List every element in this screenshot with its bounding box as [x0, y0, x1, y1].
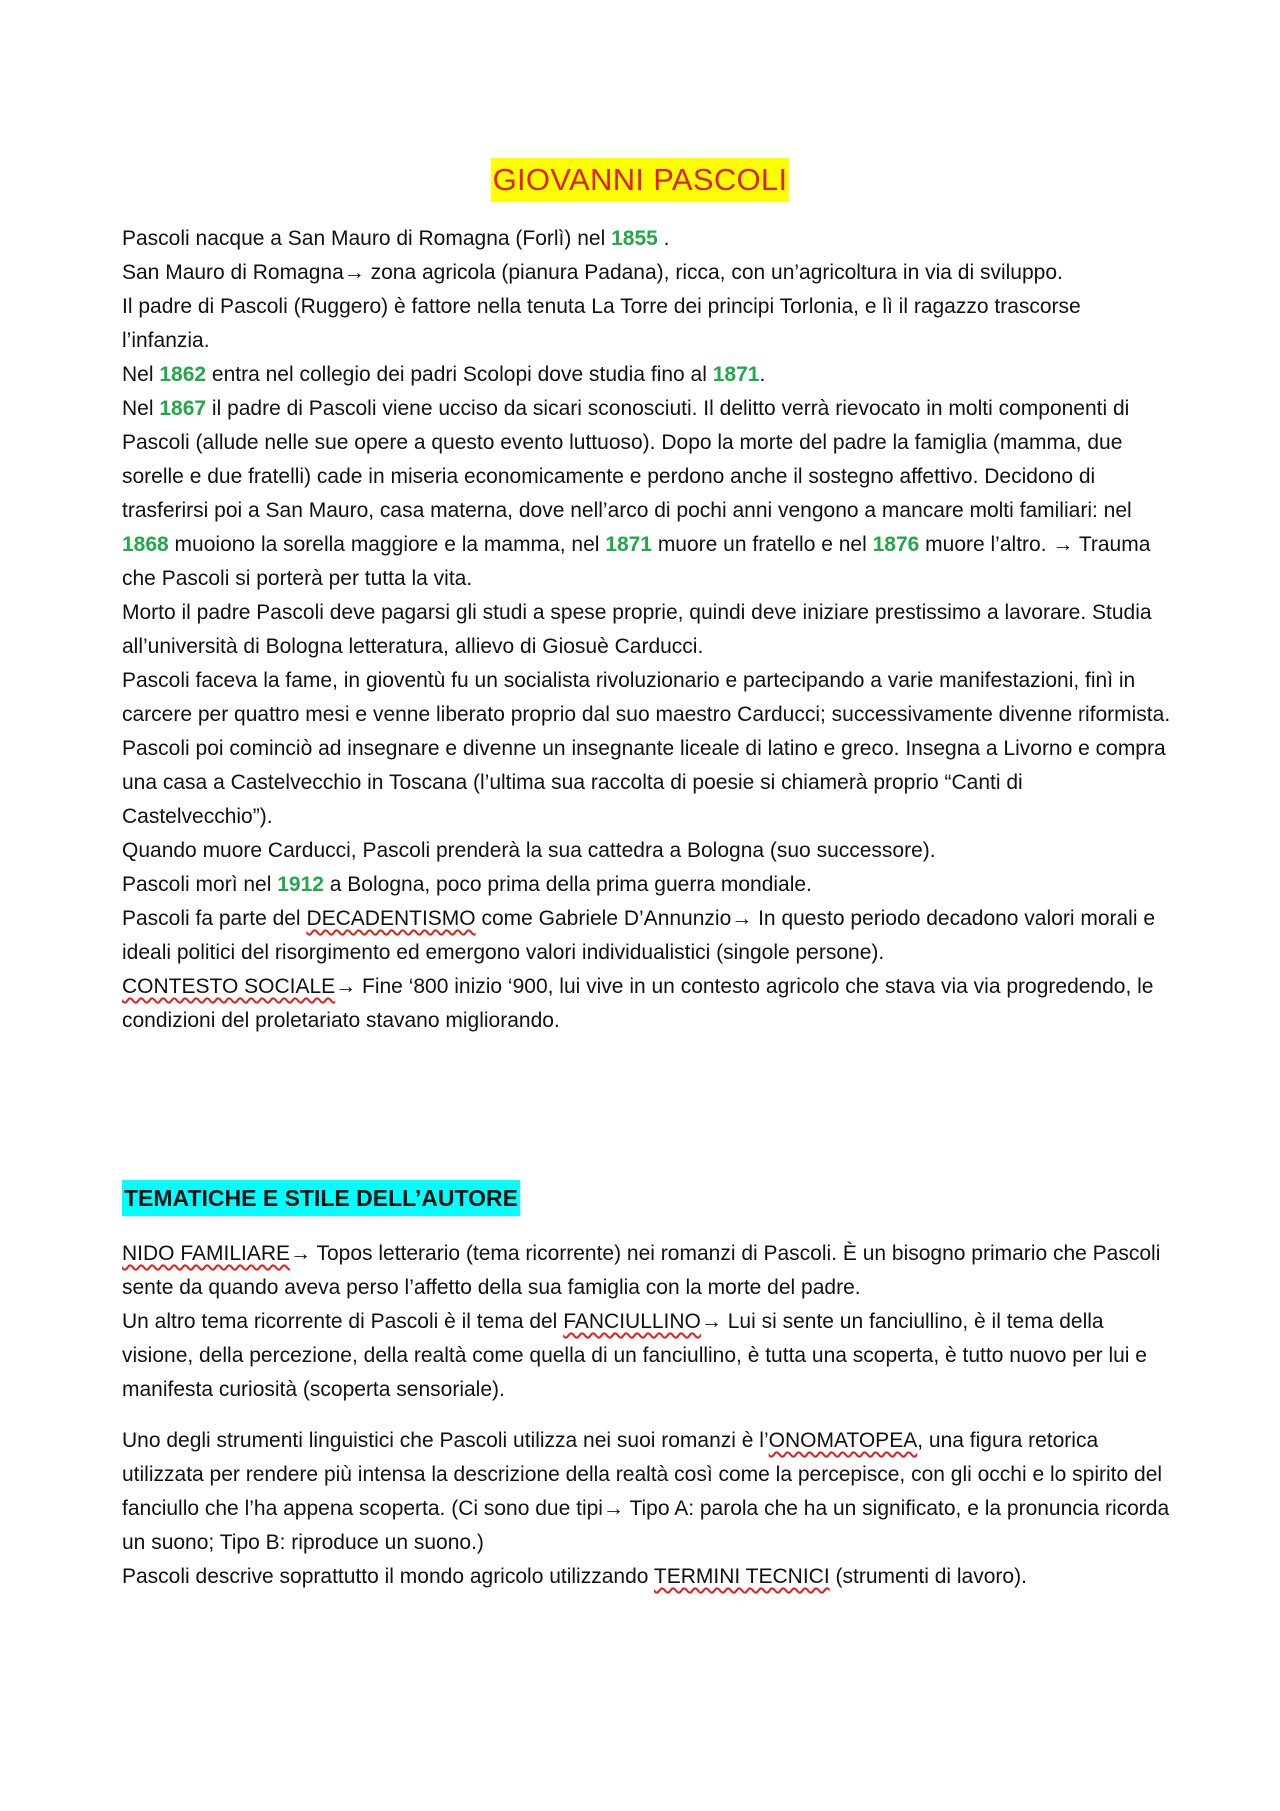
paragraph [122, 1237, 1172, 1305]
paragraph [122, 970, 1172, 1038]
biography-section [122, 222, 1172, 1038]
text: (strumenti di lavoro). [829, 1565, 1027, 1588]
year: 1876 [872, 533, 920, 556]
text: Lui si sente un fanciullino, è il tema della visione, della percezione, della realtà come quella di un fanciullino, è tutta una scoperta, è tutto nuovo per lui e manifesta curiosità (scoperta sensoriale). [122, 1310, 1147, 1401]
paragraph: Quando muore Carducci, Pascoli prenderà la sua cattedra a Bologna (suo successore). [122, 839, 936, 862]
arrow-icon: → [343, 261, 365, 284]
paragraph [122, 1305, 1172, 1407]
text: Pascoli morì nel [122, 873, 278, 896]
key-term: TERMINI TECNICI [653, 1565, 830, 1588]
paragraph [122, 358, 1172, 392]
year: 1912 [277, 873, 324, 896]
text: , una figura retorica utilizzata per rendere più intensa la descrizione della realtà così come la percepisce, con gli occhi e lo spirito del fanciullo che l’ha appena scoperta. (Ci sono due tipi [122, 1429, 1163, 1520]
paragraph: Il padre di Pascoli (Ruggero) è fattore nella tenuta La Torre dei principi Torlonia, e lì il ragazzo trascorse l’infanzia. [122, 295, 1081, 352]
text: Topos letterario (tema ricorrente) nei romanzi di Pascoli. È un bisogno primario che Pascoli sente da quando aveva perso l’affetto della sua famiglia con la morte del padre. [122, 1242, 1161, 1299]
key-term: CONTESTO SOCIALE [122, 975, 336, 998]
text: In questo periodo decadono valori morali e ideali politici del risorgimento ed emergono valori individualistici (singole persone). [122, 907, 1156, 964]
title-container [0, 158, 1280, 202]
year: 1862 [159, 363, 207, 386]
arrow-icon: → [731, 907, 753, 930]
text: il padre di Pascoli viene ucciso da sicari sconosciuti. Il delitto verrà rievocato in molti componenti di Pascoli (allude nelle sue opere a questo evento luttuoso). Dopo la morte del padre la famiglia (mamma, due sorelle e due fratelli) cade in miseria economicamente e perdono anche il sostegno affettivo. Decidono di trasferirsi poi a San Mauro, casa materna, dove nell’arco di pochi anni vengono a mancare molti familiari: nel [122, 397, 1132, 522]
paragraph: Pascoli faceva la fame, in gioventù fu un socialista rivoluzionario e partecipando a varie manifestazioni, finì in carcere per quattro mesi e venne liberato proprio dal suo maestro Carducci; successivamente divenne riformista. [122, 669, 1171, 726]
text: Tipo A: parola che ha un significato, e la pronuncia ricorda un suono; Tipo B: riproduce un suono.) [122, 1497, 1170, 1554]
text: zona agricola (pianura Padana), ricca, con un’agricoltura in via di sviluppo. [364, 261, 1063, 284]
paragraph [122, 1560, 1172, 1594]
text: muore un fratello e nel [651, 533, 873, 556]
text: Pascoli descrive soprattutto il mondo agricolo utilizzando [122, 1565, 654, 1588]
text: Trauma che Pascoli si porterà per tutta la vita. [122, 533, 1151, 590]
paragraph: Pascoli poi cominciò ad insegnare e divenne un insegnante liceale di latino e greco. Insegna a Livorno e compra una casa a Castelvecchio in Toscana (l’ultima sua raccolta di poesie si chiamerà proprio “Canti di Castelvecchio”). [122, 737, 1166, 828]
text: entra nel collegio dei padri Scolopi dove studia fino al [206, 363, 713, 386]
key-term: FANCIULLINO [563, 1310, 701, 1333]
arrow-icon: → [1052, 533, 1074, 556]
year: 1867 [159, 397, 207, 420]
themes-section [122, 1237, 1172, 1407]
arrow-icon: → [700, 1310, 722, 1333]
text: muoiono la sorella maggiore e la mamma, nel [168, 533, 606, 556]
text: Nel [122, 363, 160, 386]
text: . [759, 363, 766, 386]
page-title: GIOVANNI PASCOLI [491, 158, 790, 202]
year: 1868 [122, 533, 169, 556]
text: . [657, 227, 670, 250]
arrow-icon: → [602, 1497, 624, 1520]
text: come Gabriele D’Annunzio [475, 907, 732, 930]
text: San Mauro di Romagna [122, 261, 344, 284]
paragraph [122, 902, 1172, 970]
section-heading: TEMATICHE E STILE DELL’AUTORE [122, 1180, 520, 1216]
text: Un altro tema ricorrente di Pascoli è il tema del [122, 1310, 564, 1333]
paragraph [122, 868, 1172, 902]
text: muore l’altro. [919, 533, 1053, 556]
paragraph: Morto il padre Pascoli deve pagarsi gli studi a spese proprie, quindi deve iniziare prestissimo a lavorare. Studia all’università di Bologna letteratura, allievo di Giosuè Carducci. [122, 601, 1152, 658]
key-term: NIDO FAMILIARE [122, 1242, 291, 1265]
arrow-icon: → [335, 975, 357, 998]
section-heading-container [122, 1180, 520, 1216]
paragraph [122, 256, 1172, 290]
paragraph [122, 392, 1172, 596]
year: 1871 [605, 533, 652, 556]
text: Nel [122, 397, 160, 420]
year: 1855 [611, 227, 658, 250]
text: Uno degli strumenti linguistici che Pascoli utilizza nei suoi romanzi è l’ [122, 1429, 769, 1452]
text: a Bologna, poco prima della prima guerra mondiale. [323, 873, 812, 896]
key-term: DECADENTISMO [306, 907, 476, 930]
text: Fine ‘800 inizio ‘900, lui vive in un contesto agricolo che stava via via progredendo, le condizioni del proletariato stavano migliorando. [122, 975, 1154, 1032]
text: Pascoli nacque a San Mauro di Romagna (Forlì) nel [122, 227, 612, 250]
style-section [122, 1424, 1172, 1594]
arrow-icon: → [290, 1242, 312, 1265]
year: 1871 [712, 363, 760, 386]
paragraph [122, 222, 1172, 256]
paragraph [122, 1424, 1172, 1560]
text: Pascoli fa parte del [122, 907, 307, 930]
key-term: ONOMATOPEA [768, 1429, 918, 1452]
